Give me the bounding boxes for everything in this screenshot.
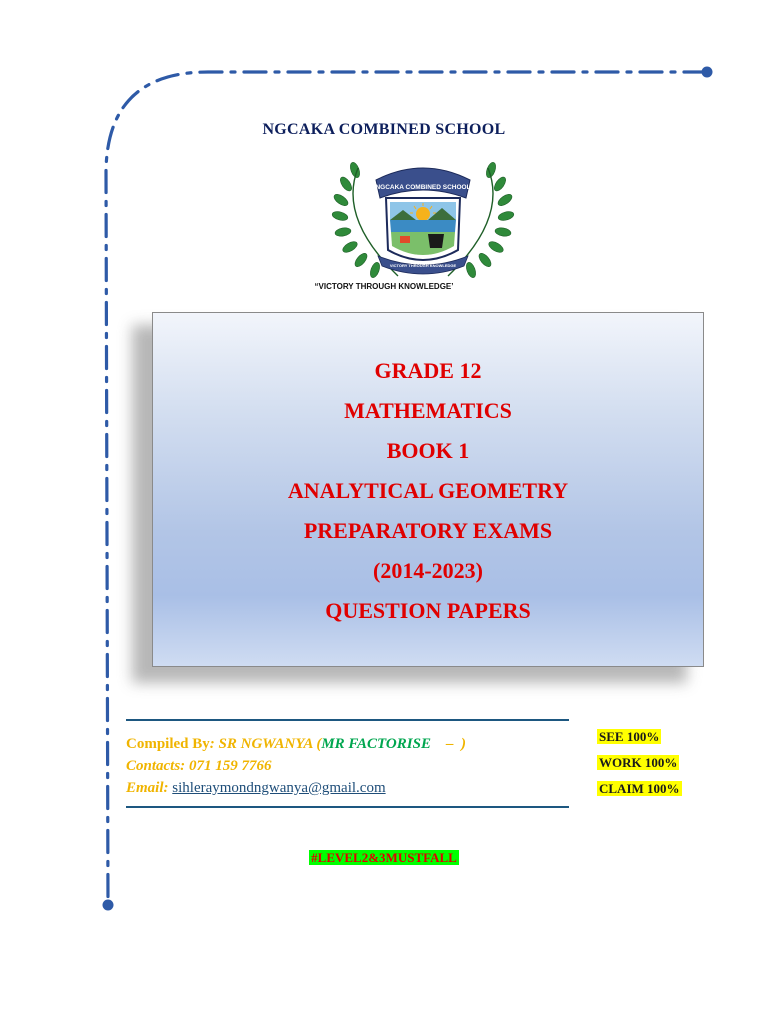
hashtag-line (0, 849, 768, 867)
title-lines (153, 351, 703, 631)
compiled-alias: MR FACTORISE (321, 736, 431, 752)
compiled-by-row (126, 733, 466, 755)
compiled-name: SR NGWANYA ( (218, 736, 322, 752)
crest-ribbon-text: VICTORY THROUGH KNOWLEDGE (389, 263, 457, 268)
credits-block (126, 733, 466, 799)
email-row (126, 777, 466, 799)
badge-claim: CLAIM 100% (599, 781, 680, 796)
border-end-dot-bottom (103, 900, 114, 911)
title-years: (2014-2023) (373, 558, 483, 583)
compiled-label: Compiled By (126, 736, 210, 752)
contacts-label: Contacts: (126, 758, 189, 774)
title-papers: QUESTION PAPERS (325, 598, 531, 623)
credits-top-rule (126, 719, 569, 721)
badge-see: SEE 100% (599, 729, 660, 744)
contacts-row (126, 755, 466, 777)
border-end-dot-top (702, 67, 713, 78)
title-exam-type: PREPARATORY EXAMS (303, 518, 553, 543)
school-motto: “VICTORY THROUGH KNOWLEDGE’ (314, 282, 454, 291)
title-grade: GRADE 12 (374, 358, 482, 383)
contacts-value: 071 159 7766 (188, 758, 272, 774)
title-box (152, 312, 704, 667)
badges (597, 728, 682, 806)
credits-bottom-rule (126, 806, 569, 808)
crest-banner-text: NGCAKA COMBINED SCHOOL (375, 184, 471, 191)
email-link[interactable]: sihleraymondngwanya@gmail.com (172, 780, 386, 796)
compiled-tail: – ) (430, 736, 466, 752)
school-name: NGCAKA COMBINED SCHOOL (262, 121, 506, 138)
compiled-sep: : (209, 736, 219, 752)
hashtag: #LEVEL2&3MUSTFALL (311, 850, 457, 865)
title-book: BOOK 1 (386, 438, 470, 463)
email-label: Email: (126, 780, 173, 796)
school-crest-logo (328, 148, 518, 296)
title-subject: MATHEMATICS (344, 398, 512, 423)
title-topic: ANALYTICAL GEOMETRY (287, 478, 569, 503)
badge-work: WORK 100% (599, 755, 678, 770)
